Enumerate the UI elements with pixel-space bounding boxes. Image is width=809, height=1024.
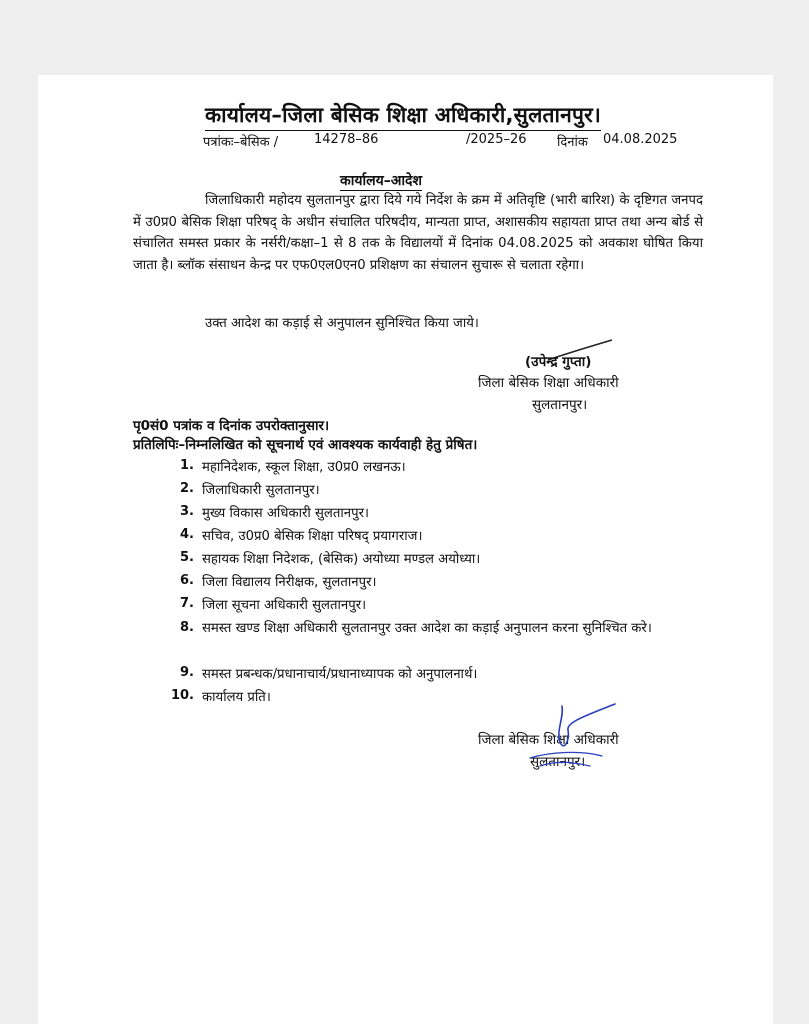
session-year: /2025–26 bbox=[466, 132, 527, 147]
list-item-number: 7. bbox=[180, 596, 194, 611]
list-item: जिला सूचना अधिकारी सुलतानपुर। bbox=[202, 598, 367, 613]
list-item: महानिदेशक, स्कूल शिक्षा, उ0प्र0 लखनऊ। bbox=[202, 460, 406, 475]
list-item: सचिव, उ0प्र0 बेसिक शिक्षा परिषद् प्रयागराज। bbox=[202, 529, 423, 544]
list-item-number: 6. bbox=[180, 573, 194, 588]
handwritten-signature bbox=[510, 700, 620, 772]
list-item-number: 9. bbox=[180, 665, 194, 680]
date-label: दिनांक bbox=[557, 135, 588, 150]
list-item: कार्यालय प्रति। bbox=[202, 690, 271, 705]
list-item: समस्त प्रबन्धक/प्रधानाचार्य/प्रधानाध्यापक को अनुपालनार्थ। bbox=[202, 667, 478, 682]
list-item-number: 8. bbox=[180, 620, 194, 635]
list-item-number: 5. bbox=[180, 550, 194, 565]
signatory-designation: जिला बेसिक शिक्षा अधिकारी bbox=[478, 375, 619, 391]
list-item-number: 10. bbox=[170, 688, 194, 703]
order-paragraph: जिलाधिकारी महोदय सुलतानपुर द्वारा दिये गये निर्देश के क्रम में अतिवृष्टि (भारी बारिश) के दृष्टिगत जनपद में उ0प्र0 बेसिक शिक्षा परिषद् के अधीन संचालित परिषदीय, मान्यता प्राप्त, अशासकीय सहायता प्राप्त तथा अन्य बोर्ड से संचालित समस्त प्रकार के नर्सरी/कक्षा–1 से 8 तक के विद्यालयों में दिनांक 04.08.2025 को अवकाश घोषित किया जाता है। ब्लॉक संसाधन केन्द्र पर एफ0एल0एन0 प्रशिक्षण का संचालन सुचारू से चलाता रहेगा। bbox=[133, 193, 703, 273]
list-item: जिला विद्यालय निरीक्षक, सुलतानपुर। bbox=[202, 575, 377, 590]
signatory-name: (उपेन्द्र गुप्ता) bbox=[525, 354, 592, 370]
reference-line: पृ0सं0 पत्रांक व दिनांक उपरोक्तानुसार। bbox=[133, 418, 330, 434]
signatory-place: सुलतानपुर। bbox=[532, 397, 588, 413]
list-item: सहायक शिक्षा निदेशक, (बेसिक) अयोध्या मण्डल अयोध्या। bbox=[202, 552, 481, 567]
list-item: मुख्य विकास अधिकारी सुलतानपुर। bbox=[202, 506, 369, 521]
signatory-designation-2: जिला बेसिक शिक्षा अधिकारी bbox=[478, 732, 619, 748]
list-item-number: 3. bbox=[180, 504, 194, 519]
signatory-place-2: सुलतानपुर। bbox=[530, 754, 586, 770]
list-item: समस्त खण्ड शिक्षा अधिकारी सुलतानपुर उक्त आदेश का कड़ाई अनुपालन करना सुनिश्चित करे। bbox=[202, 621, 652, 636]
compliance-line: उक्त आदेश का कड़ाई से अनुपालन सुनिश्चित किया जाये। bbox=[205, 316, 479, 331]
letter-number-value: 14278–86 bbox=[314, 132, 379, 147]
copy-to-intro: प्रतिलिपिः–निम्नलिखित को सूचनार्थ एवं आवश्यक कार्यवाही हेतु प्रेषित। bbox=[133, 437, 478, 453]
list-item: जिलाधिकारी सुलतानपुर। bbox=[202, 483, 320, 498]
list-item-number: 4. bbox=[180, 527, 194, 542]
list-item-number: 2. bbox=[180, 481, 194, 496]
office-title: कार्यालय–जिला बेसिक शिक्षा अधिकारी,सुलतानपुर। bbox=[205, 101, 601, 131]
date-value: 04.08.2025 bbox=[603, 132, 678, 147]
list-item-number: 1. bbox=[180, 458, 194, 473]
letter-number-label: पत्रांकः–बेसिक / bbox=[203, 135, 279, 150]
order-title: कार्यालय–आदेश bbox=[340, 173, 422, 189]
